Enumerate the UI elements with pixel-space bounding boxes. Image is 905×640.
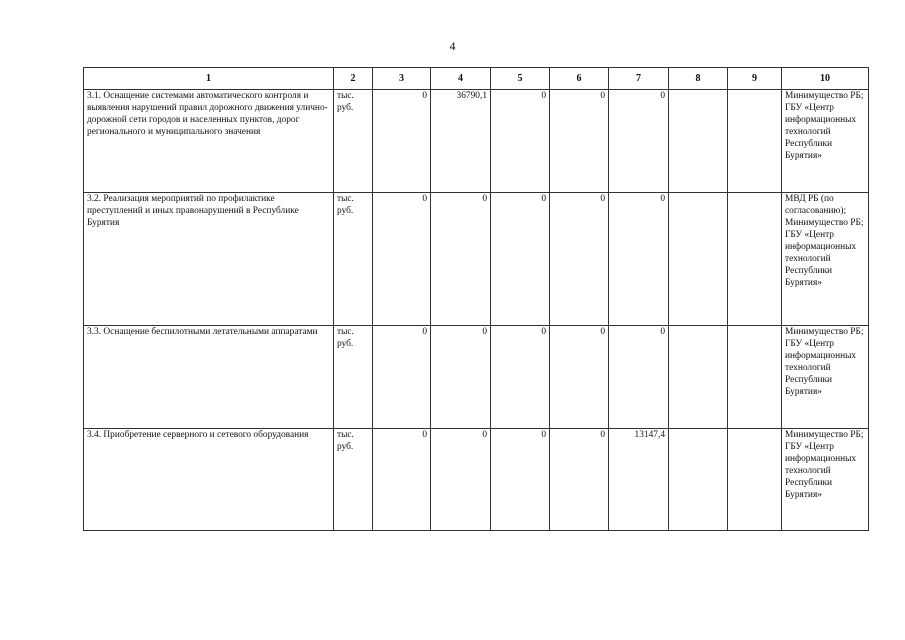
value-cell: 0	[491, 429, 550, 531]
responsible-cell: МВД РБ (по согласованию); Минимущество РБ; ГБУ «Центр информационных технологий Республики Бурятия»	[782, 193, 869, 326]
responsible-cell: Минимущество РБ; ГБУ «Центр информационных технологий Республики Бурятия»	[782, 90, 869, 193]
responsible-cell: Минимущество РБ; ГБУ «Центр информационных технологий Республики Бурятия»	[782, 326, 869, 429]
value-cell: 36790,1	[431, 90, 491, 193]
value-cell: 0	[373, 193, 431, 326]
value-cell: 0	[491, 90, 550, 193]
table-header-row	[84, 68, 869, 90]
value-cell	[669, 90, 728, 193]
value-cell: 0	[491, 326, 550, 429]
responsible-cell: Минимущество РБ; ГБУ «Центр информационных технологий Республики Бурятия»	[782, 429, 869, 531]
activity-description: 3.4. Приобретение серверного и сетевого оборудования	[84, 429, 334, 531]
column-header: 2	[334, 68, 373, 90]
value-cell: 0	[550, 326, 609, 429]
column-header: 4	[431, 68, 491, 90]
value-cell	[669, 429, 728, 531]
value-cell: 0	[609, 90, 669, 193]
unit-cell: тыс. руб.	[334, 90, 373, 193]
column-header: 7	[609, 68, 669, 90]
value-cell	[728, 429, 782, 531]
column-header: 1	[84, 68, 334, 90]
column-header: 3	[373, 68, 431, 90]
value-cell: 0	[550, 90, 609, 193]
value-cell: 0	[373, 429, 431, 531]
column-header: 5	[491, 68, 550, 90]
value-cell: 0	[491, 193, 550, 326]
table-row	[84, 429, 869, 531]
activity-description: 3.2. Реализация мероприятий по профилактике преступлений и иных правонарушений в Республике Бурятия	[84, 193, 334, 326]
value-cell: 0	[609, 193, 669, 326]
value-cell: 0	[373, 326, 431, 429]
value-cell: 0	[550, 193, 609, 326]
activity-description: 3.1. Оснащение системами автоматического контроля и выявления нарушений правил дорожного движения улично-дорожной сети городов и населенных пунктов, дорог регионального и муниципального значения	[84, 90, 334, 193]
value-cell: 0	[609, 326, 669, 429]
value-cell: 0	[431, 429, 491, 531]
value-cell	[728, 90, 782, 193]
page-number: 4	[449, 39, 456, 53]
value-cell: 0	[431, 193, 491, 326]
unit-cell: тыс. руб.	[334, 429, 373, 531]
table-row	[84, 193, 869, 326]
value-cell	[728, 326, 782, 429]
value-cell	[669, 326, 728, 429]
value-cell: 13147,4	[609, 429, 669, 531]
value-cell: 0	[550, 429, 609, 531]
column-header: 8	[669, 68, 728, 90]
column-header: 9	[728, 68, 782, 90]
unit-cell: тыс. руб.	[334, 193, 373, 326]
value-cell: 0	[373, 90, 431, 193]
unit-cell: тыс. руб.	[334, 326, 373, 429]
column-header: 10	[782, 68, 869, 90]
column-header: 6	[550, 68, 609, 90]
table-row	[84, 326, 869, 429]
value-cell: 0	[431, 326, 491, 429]
value-cell	[669, 193, 728, 326]
table-row	[84, 90, 869, 193]
value-cell	[728, 193, 782, 326]
activity-description: 3.3. Оснащение беспилотными летательными аппаратами	[84, 326, 334, 429]
program-table	[83, 67, 869, 531]
